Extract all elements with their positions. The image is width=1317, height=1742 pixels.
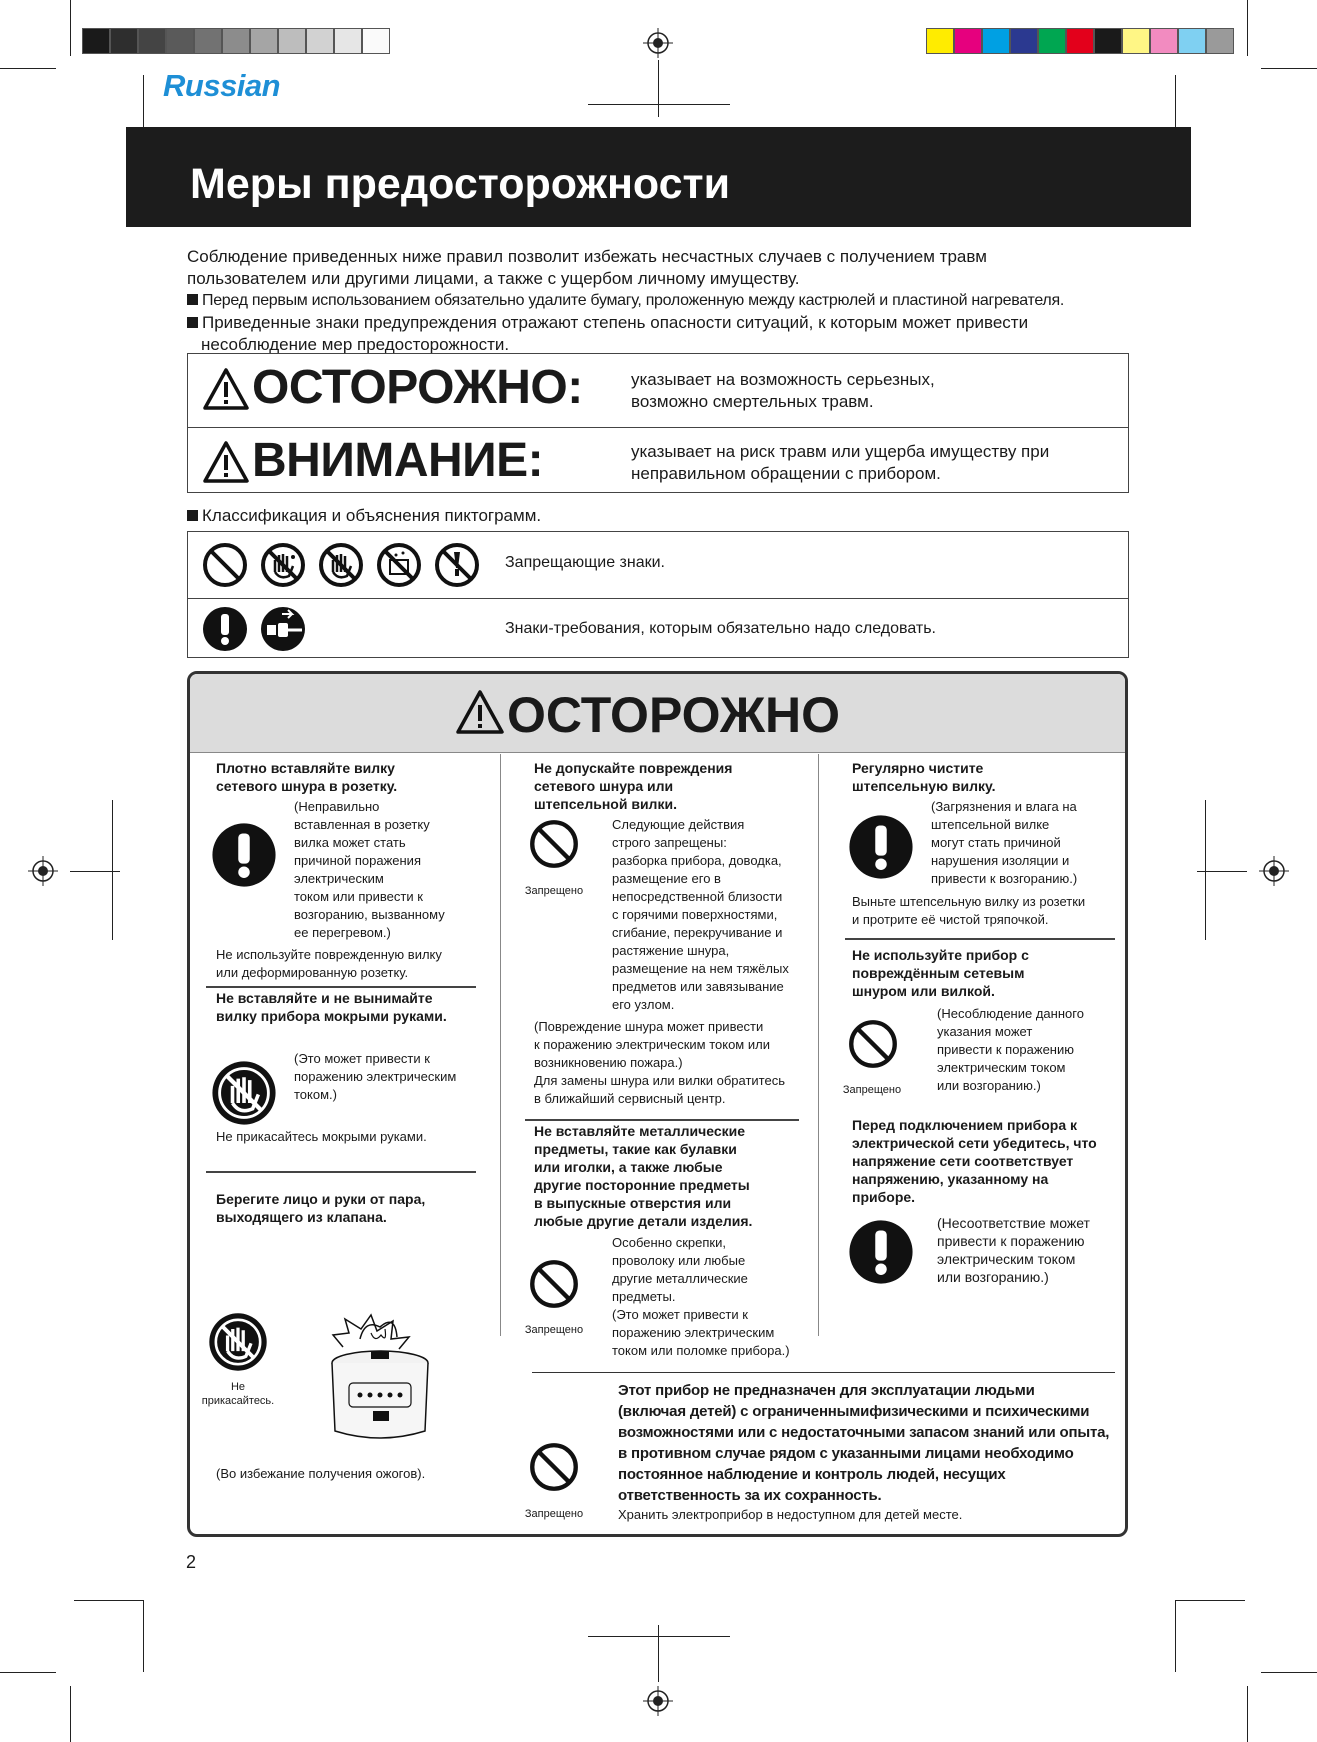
intro-line: пользователем или другими лицами, а также с ущербом личному имуществу. xyxy=(187,269,800,288)
intro-bullet-cont: несоблюдение мер предосторожности. xyxy=(201,335,510,354)
prohibit-icon xyxy=(529,819,579,869)
registration-mark-left xyxy=(28,856,58,886)
bottom-warning-note: Хранить электроприбор в недоступном для детей месте. xyxy=(618,1507,963,1522)
forbidden-label: Запрещено xyxy=(524,885,584,897)
col1-s3-text: (Во избежание получения ожогов). xyxy=(216,1466,426,1481)
no-touch-icon xyxy=(208,1312,268,1372)
col2-s1-note: Следующие действия строго запрещены: разборка прибора, доводка, размещение его в непосредственной близости с горячими поверхностями, сгибание, перекручивание и растяжение шнура, размещение на нем тяжёлых предметов или завязывание его узлом. xyxy=(612,817,789,1012)
warning-triangle-icon xyxy=(455,689,505,735)
registration-mark-bottom xyxy=(643,1686,673,1716)
pictogram-heading: Классификация и объяснения пиктограмм. xyxy=(187,506,541,526)
forbidden-label: Запрещено xyxy=(524,1508,584,1520)
bullet-square-icon xyxy=(187,294,198,305)
prohibit-icon xyxy=(529,1442,579,1492)
signal-word-table xyxy=(187,353,1129,493)
prohibit-icon xyxy=(529,1259,579,1309)
pictogram-table xyxy=(187,531,1129,658)
unplug-icon xyxy=(260,606,306,652)
col2-s2-heading: Не вставляйте металлические предметы, такие как булавки или иголки, а также любые другие посторонние предметы в выпускные отверстия или любые другие детали изделия. xyxy=(534,1123,753,1229)
mandatory-icon xyxy=(202,606,248,652)
mandatory-icon xyxy=(848,814,914,880)
col1-s2-note: (Это может привести к поражению электрическим током.) xyxy=(294,1051,457,1102)
no-touch-icon xyxy=(318,542,364,588)
col3-s2-note: (Несоблюдение данного указания может привести к поражению электрическим током или возгоранию.) xyxy=(937,1006,1084,1093)
rice-cooker-steam-illustration xyxy=(315,1299,445,1444)
col3-s1-text: Выньте штепсельную вилку из розетки и протрите её чистой тряпочкой. xyxy=(852,894,1086,927)
mandatory-icon xyxy=(211,822,277,888)
prohibit-description: Запрещающие знаки. xyxy=(505,554,665,571)
col3-s3-note: (Несоответствие может привести к поражению электрическим током или возгоранию.) xyxy=(937,1215,1090,1285)
no-wet-hands-icon xyxy=(211,1060,277,1126)
prohibit-icon xyxy=(202,542,248,588)
intro-bullet: Приведенные знаки предупреждения отражают степень опасности ситуаций, к которым может привести xyxy=(187,312,1147,334)
bottom-warning-text: Этот прибор не предназначен для эксплуатации людьми (включая детей) с ограниченнымифизическими и психическими возможностями или с недостаточными запасом знаний или опыта, в противном случае рядом с указанными лицами необходимо постоянное наблюдение и контроль людей, несущих ответственность за их сохранность. xyxy=(618,1382,1110,1504)
forbidden-label: Запрещено xyxy=(524,1324,584,1336)
language-label: Russian xyxy=(163,68,281,103)
col1-s1-heading: Плотно вставляйте вилку сетевого шнура в розетку. xyxy=(216,760,398,794)
col3-s2-heading: Не используйте прибор с повреждённым сетевым шнуром или вилкой. xyxy=(852,947,1029,999)
no-water-icon xyxy=(376,542,422,588)
col2-s1-heading: Не допускайте повреждения сетевого шнура или штепсельной вилки. xyxy=(534,760,733,812)
col3-s1-heading: Регулярно чистите штепсельную вилку. xyxy=(852,760,996,794)
no-touch-label: Не прикасайтесь. xyxy=(201,1381,275,1407)
intro-bullet: Перед первым использованием обязательно удалите бумагу, проложенную между кастрюлей и пластиной нагревателя. xyxy=(187,290,1147,312)
page-title: Меры предосторожности xyxy=(190,160,731,208)
registration-mark-top xyxy=(643,28,673,58)
col1-s1-text: Не используйте поврежденную вилку или деформированную розетку. xyxy=(216,947,442,980)
warning-triangle-icon xyxy=(202,440,250,484)
col2-s1-text: (Повреждение шнура может привести к поражению электрическим током или возникновению пожара.) Для замены шнура или вилки обратитесь в ближайший сервисный центр. xyxy=(534,1019,785,1106)
intro-line: Соблюдение приведенных ниже правил позволит избежать несчастных случаев с получением травм xyxy=(187,247,987,266)
caution-description: указывает на риск травм или ущерба имуществу при неправильном обращении с прибором. xyxy=(631,442,1050,483)
page-number: 2 xyxy=(186,1552,197,1572)
col1-s2-text: Не прикасайтесь мокрыми руками. xyxy=(216,1129,427,1144)
warning-panel xyxy=(187,671,1128,1537)
registration-mark-right xyxy=(1259,856,1289,886)
danger-signal-word: ОСТОРОЖНО: xyxy=(252,361,583,414)
col1-s1-note: (Неправильно вставленная в розетку вилка может стать причиной поражения электрическим током или привести к возгоранию, вызванному ее перегревом.) xyxy=(294,799,445,940)
intro-text xyxy=(187,246,1147,356)
forbidden-label: Запрещено xyxy=(842,1084,902,1096)
bullet-square-icon xyxy=(187,510,198,521)
col3-s3-heading: Перед подключением прибора к электрической сети убедитесь, что напряжение сети соответствует напряжению, указанному на приборе. xyxy=(852,1117,1097,1205)
danger-description: указывает на возможность серьезных, возможно смертельных травм. xyxy=(631,370,935,411)
no-disassemble-icon xyxy=(434,542,480,588)
col3-s1-note: (Загрязнения и влага на штепсельной вилке могут стать причиной нарушения изоляции и привести к возгоранию.) xyxy=(931,799,1078,886)
warning-panel-title: ОСТОРОЖНО xyxy=(507,687,841,743)
no-wet-hands-icon xyxy=(260,542,306,588)
mandatory-icon xyxy=(848,1219,914,1285)
bullet-square-icon xyxy=(187,317,198,328)
caution-signal-word: ВНИМАНИЕ: xyxy=(252,434,544,487)
col2-s2-note: Особенно скрепки, проволоку или любые другие металлические предметы. (Это может привести к поражению электрическим током или поломке прибора.) xyxy=(612,1235,790,1358)
prohibit-icon xyxy=(848,1019,898,1069)
col1-s3-heading: Берегите лицо и руки от пара, выходящего из клапана. xyxy=(216,1191,426,1225)
warning-triangle-icon xyxy=(202,367,250,411)
warning-panel-header xyxy=(190,674,1125,753)
col1-s2-heading: Не вставляйте и не вынимайте вилку прибора мокрыми руками. xyxy=(216,990,447,1024)
mandatory-description: Знаки-требования, которым обязательно надо следовать. xyxy=(505,620,936,637)
